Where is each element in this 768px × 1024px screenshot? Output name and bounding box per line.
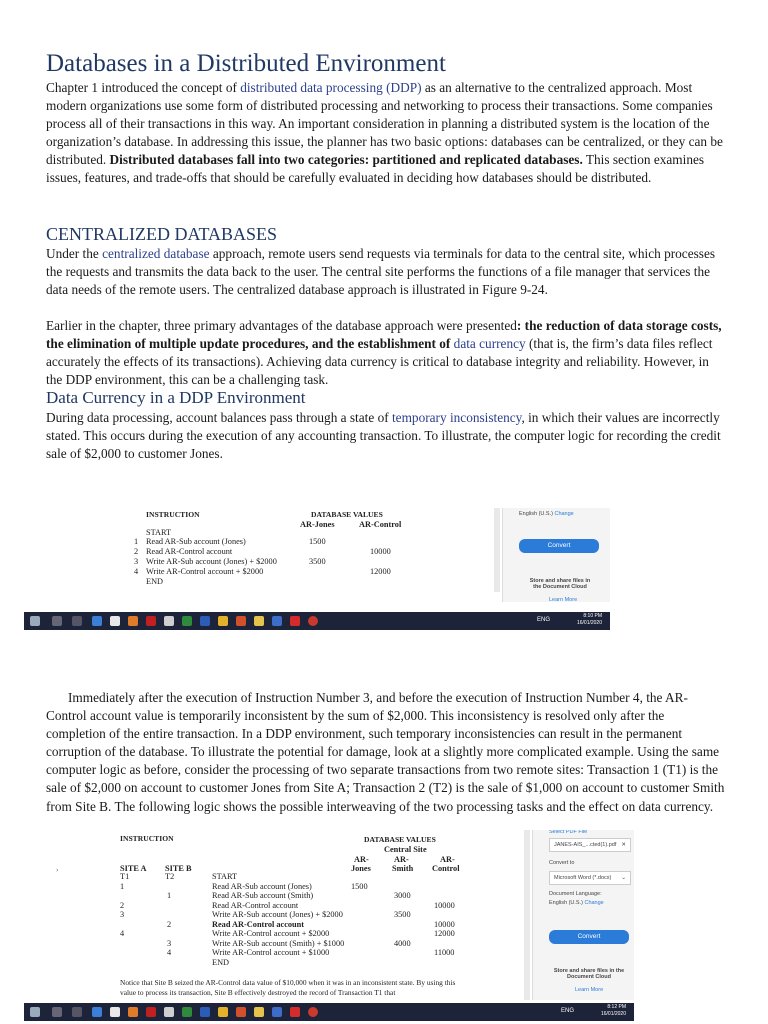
netflix-icon[interactable] <box>146 1007 156 1017</box>
opera-icon[interactable] <box>308 616 318 626</box>
screenshot-2-document <box>24 830 524 1000</box>
centralized-text-d: (that is, the firm’s data files reflect accurately the effects of its transactions). Achieving data currency is critical to database integrity and reliability. However, in the DDP environment, this can be a challenging task. <box>46 336 713 388</box>
col-ar-smith-a: AR- <box>394 855 409 864</box>
data-currency-link[interactable]: data currency <box>453 336 526 352</box>
col-ar-jones-b: Jones <box>351 864 371 873</box>
tray-language[interactable]: ENG <box>560 1008 574 1014</box>
chevron-down-icon: ⌄ <box>621 875 626 881</box>
search-icon[interactable] <box>52 1007 62 1017</box>
chrome-icon[interactable] <box>218 1007 228 1017</box>
chrome-icon[interactable] <box>218 616 228 626</box>
language-value: English (U.S.) <box>549 900 583 906</box>
select-pdf-label: Select PDF File <box>549 830 588 835</box>
currency-paragraph-1 <box>46 409 726 463</box>
centralized-text-c: Earlier in the chapter, three primary advantages of the database approach were presented <box>46 318 517 333</box>
tray-time: 8:12 PM <box>607 1004 626 1010</box>
site-b-label: SITE B <box>165 864 192 873</box>
screenshot-1-document <box>24 508 494 612</box>
intro-paragraph <box>46 79 726 188</box>
row-number: 2 <box>134 547 139 556</box>
row-site-b: 1 <box>167 891 172 900</box>
screenshot-2 <box>24 830 634 1000</box>
row-instruction: Write AR-Sub account (Jones) + $2000 <box>212 910 343 919</box>
edge-icon[interactable] <box>92 1007 102 1017</box>
file-explorer-icon[interactable] <box>254 616 264 626</box>
page-title: Databases in a Distributed Environment <box>46 50 446 77</box>
currency-text-b: , in which their values are incorrectly stated. This occurs during the execution of any accounting transaction. To illustrate, the computer logic for recording the credit sale of $2,000 to customer Jones. <box>46 410 721 462</box>
left-arrow-icon[interactable]: › <box>56 866 59 874</box>
db-values-header: DATABASE VALUES <box>311 510 383 519</box>
opera-icon[interactable] <box>308 1007 318 1017</box>
store-icon[interactable] <box>110 1007 120 1017</box>
centralized-bold: : the reduction of data storage costs, the elimination of multiple update procedures, and the establishment of <box>46 318 722 352</box>
language-row <box>519 511 574 517</box>
central-site-label: Central Site <box>384 845 427 854</box>
intro-text-b: as an alternative to the centralized approach. Most modern organizations use some form of distributed processing and networking to process their transactions. Some companies process all of their transactions in this way. An important consideration in planning a distributed system is the location of the organization’s database. In addressing this issue, the planner has two basic options: databases can be centralized, or they can be distributed. <box>46 80 723 168</box>
col-ar-control-b: Control <box>432 864 460 873</box>
temporary-inconsistency-link[interactable]: temporary inconsistency <box>391 410 522 425</box>
powerpoint-icon[interactable] <box>236 1007 246 1017</box>
language-value: English (U.S.) <box>519 511 553 517</box>
task-view-icon[interactable] <box>72 616 82 626</box>
centralized-text-b: approach, remote users send requests via terminals for data to the central site, which processes the requests and transmits the data back to the user. The central site performs the functions of a file manager that services the data needs of the remote users. The centralized database approach is illustrated in Figure 9-24. <box>46 246 716 298</box>
convert-button[interactable]: Convert <box>549 930 629 944</box>
currency-text-a: During data processing, account balances pass through a state of <box>46 410 392 425</box>
row-instruction: Read AR-Sub account (Smith) <box>212 891 314 900</box>
learn-more-link[interactable]: Learn More <box>549 597 578 603</box>
store-icon[interactable] <box>110 616 120 626</box>
site-a-label: SITE A <box>120 864 147 873</box>
store-share-text: Store and share files in the Document Cloud <box>529 578 591 590</box>
row-site-b: 2 <box>167 920 172 929</box>
firefox-icon[interactable] <box>128 1007 138 1017</box>
intro-text-c: This section examines issues, features, and trade-offs that should be carefully evaluated in deciding how databases should be distributed. <box>46 152 705 186</box>
format-select[interactable] <box>549 871 631 885</box>
tray-clock[interactable] <box>577 613 602 627</box>
acrobat-side-panel <box>502 508 610 602</box>
format-value: Microsoft Word (*.docx) <box>554 875 612 881</box>
screenshot-1 <box>24 508 610 612</box>
row-site-b: 3 <box>167 939 172 948</box>
word-icon[interactable] <box>200 616 210 626</box>
language-row <box>549 900 604 906</box>
tray-clock[interactable] <box>601 1004 626 1018</box>
convert-to-label: Convert to <box>549 860 575 866</box>
learn-more-link[interactable]: Learn More <box>575 987 604 993</box>
instruction-header: INSTRUCTION <box>120 834 174 843</box>
row-jones: 3500 <box>394 910 411 919</box>
row-smith: 3000 <box>394 891 411 900</box>
convert-button[interactable]: Convert <box>519 539 599 553</box>
mail-icon[interactable] <box>164 616 174 626</box>
photos-icon[interactable] <box>272 616 282 626</box>
centralized-text-a: Under the <box>46 246 103 261</box>
centralized-heading: CENTRALIZED DATABASES <box>46 224 278 244</box>
row-jones: 1500 <box>351 882 368 891</box>
col-ar-control: AR-Control <box>359 520 402 529</box>
row-site-a: 2 <box>120 901 125 910</box>
row-instruction-bold: Read AR-Control account <box>212 920 305 929</box>
row-site-a: 4 <box>120 929 125 938</box>
row-number: 1 <box>134 537 139 546</box>
excel-icon[interactable] <box>182 1007 192 1017</box>
tray-language[interactable]: ENG <box>536 617 550 623</box>
row-instruction: Write AR-Control account + $2000 <box>212 929 330 938</box>
acrobat-icon[interactable] <box>290 616 300 626</box>
row-instruction: Read AR-Sub account (Jones) <box>146 537 246 546</box>
taskbar-1 <box>24 612 610 630</box>
start-label: START <box>146 528 172 537</box>
row-instruction: Read AR-Control account <box>212 901 299 910</box>
row-number: 3 <box>134 557 139 566</box>
row-site-a: 3 <box>120 910 125 919</box>
windows-icon[interactable] <box>30 1007 40 1017</box>
row-control: 10000 <box>370 547 391 556</box>
mail-icon[interactable] <box>164 1007 174 1017</box>
row-smith: 4000 <box>394 939 411 948</box>
selected-file-field[interactable] <box>549 838 631 852</box>
edge-icon[interactable] <box>92 616 102 626</box>
centralized-paragraph-1 <box>46 245 726 299</box>
row-instruction: Write AR-Control account + $2000 <box>146 567 264 576</box>
end-label: END <box>146 577 164 586</box>
col-ar-control-a: AR- <box>440 855 455 864</box>
intro-bold: Distributed databases fall into two categories: partitioned and replicated databases. <box>109 152 583 168</box>
netflix-icon[interactable] <box>146 616 156 626</box>
centralized-paragraph-2 <box>46 317 726 389</box>
change-link[interactable]: Change <box>554 511 574 517</box>
t1-label: T1 <box>120 872 130 881</box>
row-number: 4 <box>134 567 139 576</box>
col-ar-jones-a: AR- <box>354 855 369 864</box>
selected-file-name: JANES-AIS_...cted(1).pdf <box>554 842 617 848</box>
photos-icon[interactable] <box>272 1007 282 1017</box>
start-label: START <box>212 872 238 881</box>
row-instruction: Write AR-Sub account (Smith) + $1000 <box>212 939 345 948</box>
ddp-link[interactable]: distributed data processing (DDP) <box>240 80 422 95</box>
document-language-label: Document Language: <box>549 891 602 897</box>
intro-text-a: Chapter 1 introduced the concept of <box>46 80 241 95</box>
scrollbar[interactable] <box>524 830 530 1000</box>
row-site-a: 1 <box>120 882 125 891</box>
currency-paragraph-2: Immediately after the execution of Instruction Number 3, and before the execution of Instruction Number 4, the AR-Control account value is temporarily inconsistent by the sum of $2,000. This inconsistency is resolved only after the completion of the entire transaction. In a DDP environment, such temporary inconsistencies can result in the permanent corruption of the database. To illustrate the potential for damage, look at a slightly more complicated example. Using the same computer logic as before, consider the processing of two separate transactions from two remote sites: Transaction 1 (T1) is the sale of $2,000 on account to customer Jones from Site A; Transaction 2 (T2) is the sale of $1,000 on account to customer Smith from Site B. The following logic shows the possible interweaving of the two processing tasks and the effect on data currency. <box>46 690 725 814</box>
close-icon[interactable]: ✕ <box>621 842 626 848</box>
col-ar-smith-b: Smith <box>392 864 414 873</box>
windows-icon[interactable] <box>30 616 40 626</box>
row-jones: 3500 <box>309 557 326 566</box>
row-control: 10000 <box>434 901 455 910</box>
store-share-text: Store and share files in the Document Cloud <box>553 968 625 980</box>
tray-date: 16/01/2020 <box>576 620 602 626</box>
row-site-b: 4 <box>167 948 172 957</box>
word-icon[interactable] <box>200 1007 210 1017</box>
end-label: END <box>212 958 230 967</box>
taskbar-2 <box>24 1003 634 1021</box>
search-icon[interactable] <box>52 616 62 626</box>
row-control: 12000 <box>434 929 455 938</box>
tray-date: 16/01/2020 <box>600 1011 626 1017</box>
row-instruction: Write AR-Control account + $1000 <box>212 948 330 957</box>
currency-heading: Data Currency in a DDP Environment <box>46 388 306 407</box>
row-instruction: Read AR-Sub account (Jones) <box>212 882 312 891</box>
row-control: 11000 <box>434 948 455 957</box>
row-control: 10000 <box>434 920 455 929</box>
row-jones: 1500 <box>309 537 326 546</box>
row-control: 12000 <box>370 567 391 576</box>
t2-label: T2 <box>165 872 175 881</box>
tray-time: 8:10 PM <box>583 613 602 619</box>
task-view-icon[interactable] <box>72 1007 82 1017</box>
db-values-header: DATABASE VALUES <box>364 835 436 844</box>
note-text: Notice that Site B seized the AR-Control data value of $10,000 when it was in an inconsistent state. By using this value to process its transaction, Site B effectively destroyed the record of Transaction T1 that <box>120 978 456 997</box>
acrobat-side-panel <box>532 830 634 1000</box>
centralized-db-link[interactable]: centralized database <box>102 246 210 261</box>
col-ar-jones: AR-Jones <box>300 520 335 529</box>
firefox-icon[interactable] <box>128 616 138 626</box>
excel-icon[interactable] <box>182 616 192 626</box>
row-instruction: Write AR-Sub account (Jones) + $2000 <box>146 557 277 566</box>
row-instruction: Read AR-Control account <box>146 547 233 556</box>
scrollbar[interactable] <box>494 508 500 592</box>
change-link[interactable]: Change <box>584 900 604 906</box>
powerpoint-icon[interactable] <box>236 616 246 626</box>
file-explorer-icon[interactable] <box>254 1007 264 1017</box>
acrobat-icon[interactable] <box>290 1007 300 1017</box>
instruction-header: INSTRUCTION <box>146 510 200 519</box>
